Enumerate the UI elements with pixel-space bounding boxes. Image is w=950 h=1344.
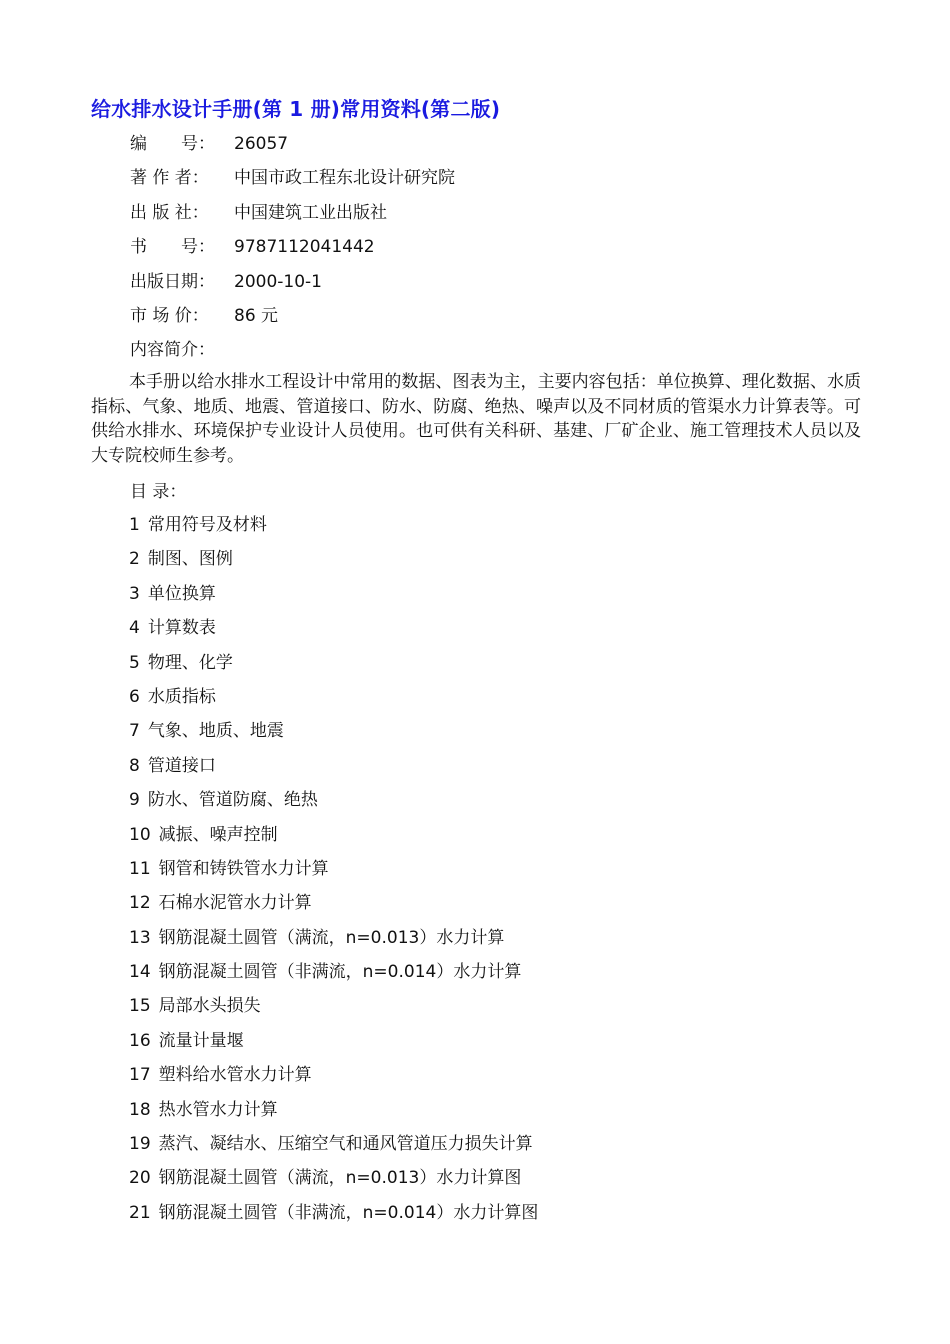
toc-item [129,856,538,890]
toc-item-title: 计算数表 [147,618,216,639]
toc-item-number: 11 [129,858,151,879]
toc-item-number: 14 [129,962,151,983]
meta-value: 86 元 [234,305,279,326]
toc-item [129,993,538,1027]
toc-item [129,1062,538,1096]
toc-item-title: 钢筋混凝土圆管（满流，n=0.013）水力计算 [158,927,505,948]
toc-item-title: 钢管和铸铁管水力计算 [158,858,329,879]
toc-item [129,1165,538,1199]
toc-item-number: 9 [129,790,140,811]
toc-item-number: 16 [129,1030,151,1051]
toc-item-number: 8 [129,755,140,776]
toc-item-title: 热水管水力计算 [158,1099,278,1120]
toc-item-number: 4 [129,618,140,639]
meta-row-author [130,161,455,195]
toc-item [129,890,538,924]
toc-heading: 目 录： [130,482,187,502]
meta-value: 2000-10-1 [234,271,322,292]
meta-label: 出版日期： [130,271,215,292]
meta-row-publish-date [130,265,455,299]
toc-item [129,1028,538,1062]
toc-item-number: 7 [129,721,140,742]
meta-row-price [130,299,455,333]
toc-item-title: 管道接口 [147,755,216,776]
toc-item [129,822,538,856]
toc-item-number: 19 [129,1134,151,1155]
toc-item-number: 13 [129,927,151,948]
meta-row-code [130,127,455,161]
toc-item-title: 蒸汽、凝结水、压缩空气和通风管道压力损失计算 [158,1134,533,1155]
toc-item-number: 5 [129,652,140,673]
toc-item-title: 单位换算 [147,583,216,604]
intro-paragraph: 本手册以给水排水工程设计中常用的数据、图表为主，主要内容包括：单位换算、理化数据、水质指标、气象、地质、地震、管道接口、防水、防腐、绝热、噪声以及不同材质的管渠水力计算表等。可供给水排水、环境保护专业设计人员使用。也可供有关科研、基建、厂矿企业、施工管理技术人员以及大专院校师生参考。 [91,372,861,466]
toc-item [129,959,538,993]
toc-item-number: 20 [129,1168,151,1189]
toc-item-title: 防水、管道防腐、绝热 [147,790,318,811]
toc-item-title: 局部水头损失 [158,996,261,1017]
toc-item-title: 钢筋混凝土圆管（非满流，n=0.014）水力计算图 [158,1202,539,1223]
toc-item-number: 2 [129,549,140,570]
toc-item [129,1131,538,1165]
meta-label: 编 号： [130,134,215,154]
toc-item-title: 水质指标 [147,686,216,707]
meta-label: 书 号： [130,237,215,258]
toc-item [129,787,538,821]
toc-item-title: 石棉水泥管水力计算 [158,893,312,914]
toc-item-title: 常用符号及材料 [147,515,267,535]
document-title: 给水排水设计手册(第 1 册)常用资料(第二版) [91,97,501,121]
toc-item [129,684,538,718]
intro-heading: 内容简介： [130,340,215,360]
toc-item-number: 15 [129,996,151,1017]
meta-row-publisher [130,196,455,230]
meta-value: 9787112041442 [234,237,375,258]
meta-value: 中国建筑工业出版社 [234,202,387,223]
toc-item-title: 钢筋混凝土圆管（满流，n=0.013）水力计算图 [158,1168,522,1189]
meta-label: 市 场 价： [130,305,209,326]
toc-item-number: 1 [129,515,140,535]
table-of-contents [129,512,538,1234]
toc-item-title: 钢筋混凝土圆管（非满流，n=0.014）水力计算 [158,962,522,983]
meta-label: 出 版 社： [130,202,209,223]
toc-item-number: 18 [129,1099,151,1120]
toc-item-number: 21 [129,1202,151,1223]
toc-item-title: 制图、图例 [147,549,233,570]
toc-item [129,512,538,546]
toc-item-number: 10 [129,824,151,845]
meta-value: 26057 [234,134,289,154]
toc-item-number: 3 [129,583,140,604]
toc-item [129,753,538,787]
meta-label: 著 作 者： [130,168,209,189]
meta-row-isbn [130,230,455,264]
toc-item-number: 12 [129,893,151,914]
toc-item-title: 塑料给水管水力计算 [158,1065,312,1086]
toc-item-title: 流量计量堰 [158,1030,244,1051]
toc-item-title: 物理、化学 [147,652,233,673]
toc-item-title: 减振、噪声控制 [158,824,278,845]
toc-item [129,581,538,615]
toc-item-number: 17 [129,1065,151,1086]
toc-item [129,650,538,684]
book-metadata [130,127,455,333]
toc-item-title: 气象、地质、地震 [147,721,284,742]
toc-item [129,925,538,959]
toc-item [129,546,538,580]
toc-item [129,615,538,649]
toc-item [129,1097,538,1131]
meta-value: 中国市政工程东北设计研究院 [234,168,455,189]
toc-item-number: 6 [129,686,140,707]
toc-item [129,1200,538,1234]
toc-item [129,718,538,752]
